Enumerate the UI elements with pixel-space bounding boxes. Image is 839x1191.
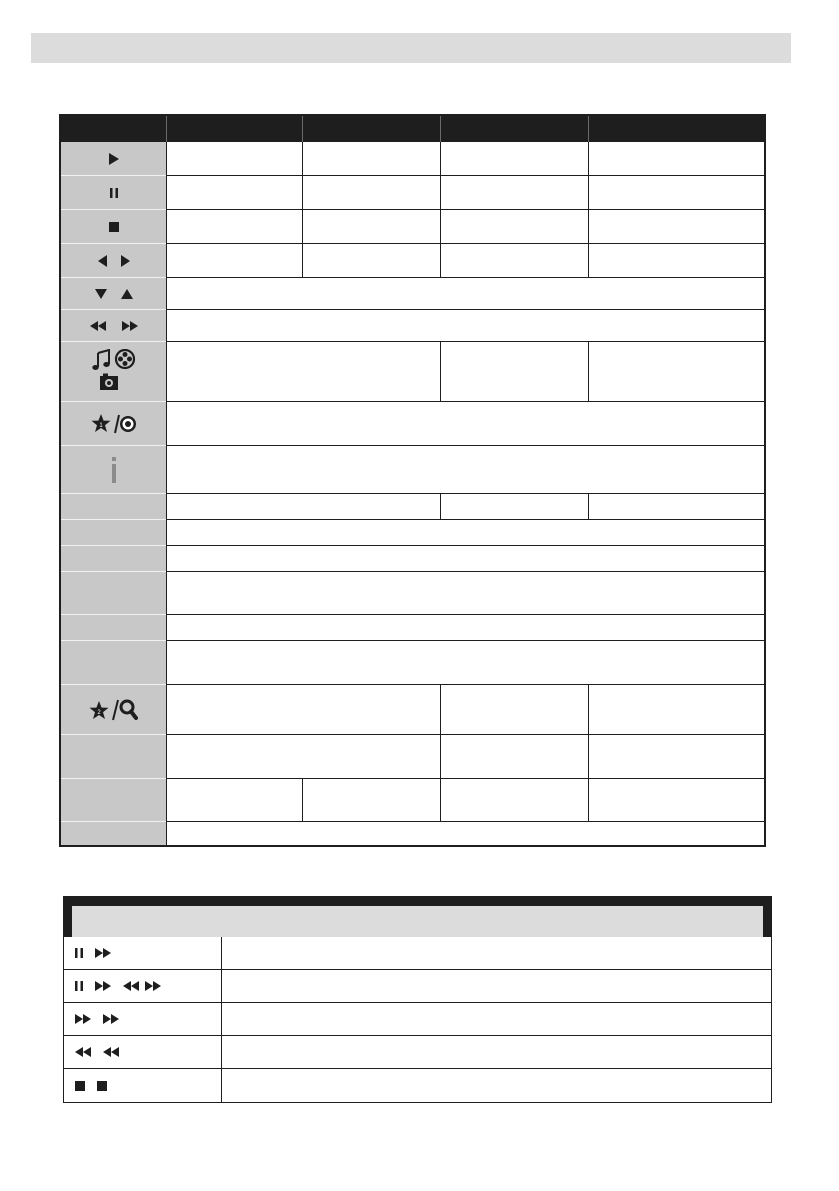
stop-icon [74, 1080, 86, 1092]
table-cell [440, 210, 588, 244]
table-row-media-type [61, 342, 764, 402]
play-icon [108, 152, 120, 166]
table-cell [166, 685, 440, 735]
key-cell [61, 244, 166, 278]
down-arrow-icon [94, 288, 108, 300]
table-cell [166, 494, 440, 520]
star-disc-icons [91, 413, 137, 435]
trick-table-header [64, 897, 771, 937]
table-cell [440, 342, 588, 402]
table-cell [302, 176, 440, 210]
header-divider [588, 116, 589, 142]
table-cell [302, 779, 440, 822]
media-type-icons [89, 349, 139, 395]
table-cell [440, 244, 588, 278]
key-cell [61, 546, 166, 572]
key-cell [61, 176, 166, 210]
table-cell [166, 310, 764, 342]
disc-icon [120, 416, 136, 432]
table-cell [166, 520, 764, 546]
trick-key-cell [64, 1069, 222, 1102]
key-cell [61, 822, 166, 845]
table-cell [166, 142, 302, 176]
fast-forward-icon [94, 980, 112, 992]
table-cell [166, 735, 440, 779]
table-cell [440, 685, 588, 735]
table-row [61, 520, 764, 546]
key-cell [61, 615, 166, 641]
star-1-icon [91, 414, 110, 432]
fast-forward-icon [94, 947, 112, 959]
table-row [61, 572, 764, 615]
table-cell [166, 176, 302, 210]
rewind-icon [102, 1046, 120, 1058]
fast-forward-icon [102, 1013, 120, 1025]
table-cell [166, 822, 764, 845]
header-divider [166, 116, 167, 142]
table-row [61, 615, 764, 641]
table-row [61, 779, 764, 822]
up-arrow-icon [120, 288, 134, 300]
key-cell [61, 572, 166, 615]
key-cell [61, 779, 166, 822]
table-cell [588, 494, 764, 520]
table-cell [166, 779, 302, 822]
trick-row [64, 1036, 771, 1069]
table-cell [588, 176, 764, 210]
key-cell [61, 494, 166, 520]
trick-mode-table [63, 896, 772, 1103]
table-row-play [61, 142, 764, 176]
key-cell [61, 310, 166, 342]
table-cell [440, 494, 588, 520]
table-cell [302, 244, 440, 278]
table-cell [302, 210, 440, 244]
table-row-rewind-ff [61, 310, 764, 342]
table-cell [588, 342, 764, 402]
right-arrow-icon [120, 254, 131, 268]
music-note-icon [92, 350, 109, 370]
table-cell [166, 244, 302, 278]
table-row-info [61, 446, 764, 494]
pause-icon [74, 980, 84, 992]
table-cell [440, 142, 588, 176]
key-cell [61, 685, 166, 735]
table-cell [302, 142, 440, 176]
table-cell [588, 142, 764, 176]
media-browser-key-table [59, 114, 766, 847]
table-cell [440, 176, 588, 210]
table-row-favorite-search [61, 685, 764, 735]
trick-key-cell [64, 1036, 222, 1068]
stop-icon [108, 221, 120, 233]
header-divider [302, 116, 303, 142]
pause-icon [109, 187, 119, 199]
table-row [61, 546, 764, 572]
left-arrow-icon [97, 254, 108, 268]
svg-text:2: 2 [96, 709, 101, 716]
trick-row [64, 1003, 771, 1036]
table-cell [588, 779, 764, 822]
trick-table-header-bar [72, 906, 763, 937]
key-cell [61, 278, 166, 310]
key-cell [61, 210, 166, 244]
fast-forward-icon [144, 980, 162, 992]
table-row-down-up [61, 278, 764, 310]
key-cell [61, 402, 166, 446]
trick-row [64, 937, 771, 970]
trick-key-cell [64, 1003, 222, 1035]
trick-key-cell [64, 937, 222, 969]
table-row [61, 822, 764, 845]
key-cell [61, 520, 166, 546]
table-cell [588, 735, 764, 779]
table-header-row [61, 116, 764, 142]
table-cell [166, 210, 302, 244]
svg-text:1: 1 [98, 422, 103, 429]
fast-forward-icon [74, 1013, 92, 1025]
table-row [61, 735, 764, 779]
key-cell [61, 446, 166, 494]
table-row-pause [61, 176, 764, 210]
trick-row [64, 1069, 771, 1102]
table-row-favorite-disc [61, 402, 764, 446]
key-cell [61, 342, 166, 402]
key-cell [61, 735, 166, 779]
trick-key-cell [64, 970, 222, 1002]
table-cell [588, 244, 764, 278]
table-cell [166, 615, 764, 641]
table-cell [166, 402, 764, 446]
table-row-stop [61, 210, 764, 244]
film-reel-icon [116, 350, 134, 368]
table-cell [588, 685, 764, 735]
key-cell [61, 641, 166, 685]
rewind-icon [122, 980, 140, 992]
table-cell [588, 210, 764, 244]
star-2-icon [89, 701, 108, 719]
table-cell [166, 446, 764, 494]
trick-row [64, 970, 771, 1003]
table-cell [166, 546, 764, 572]
search-icon [121, 701, 136, 718]
table-cell [166, 278, 764, 310]
star-search-icons [89, 697, 139, 723]
header-divider [440, 116, 441, 142]
fast-forward-icon [121, 320, 139, 332]
key-cell [61, 142, 166, 176]
stop-icon [96, 1080, 108, 1092]
section-header-bar [31, 33, 791, 63]
info-icon [110, 456, 118, 484]
rewind-icon [74, 1046, 92, 1058]
rewind-icon [89, 320, 107, 332]
table-cell [440, 779, 588, 822]
photo-icon [100, 373, 118, 390]
table-cell [166, 342, 440, 402]
pause-icon [74, 947, 84, 959]
table-cell [440, 735, 588, 779]
table-cell [166, 572, 764, 615]
table-row [61, 641, 764, 685]
table-row-left-right [61, 244, 764, 278]
table-row [61, 494, 764, 520]
table-cell [166, 641, 764, 685]
